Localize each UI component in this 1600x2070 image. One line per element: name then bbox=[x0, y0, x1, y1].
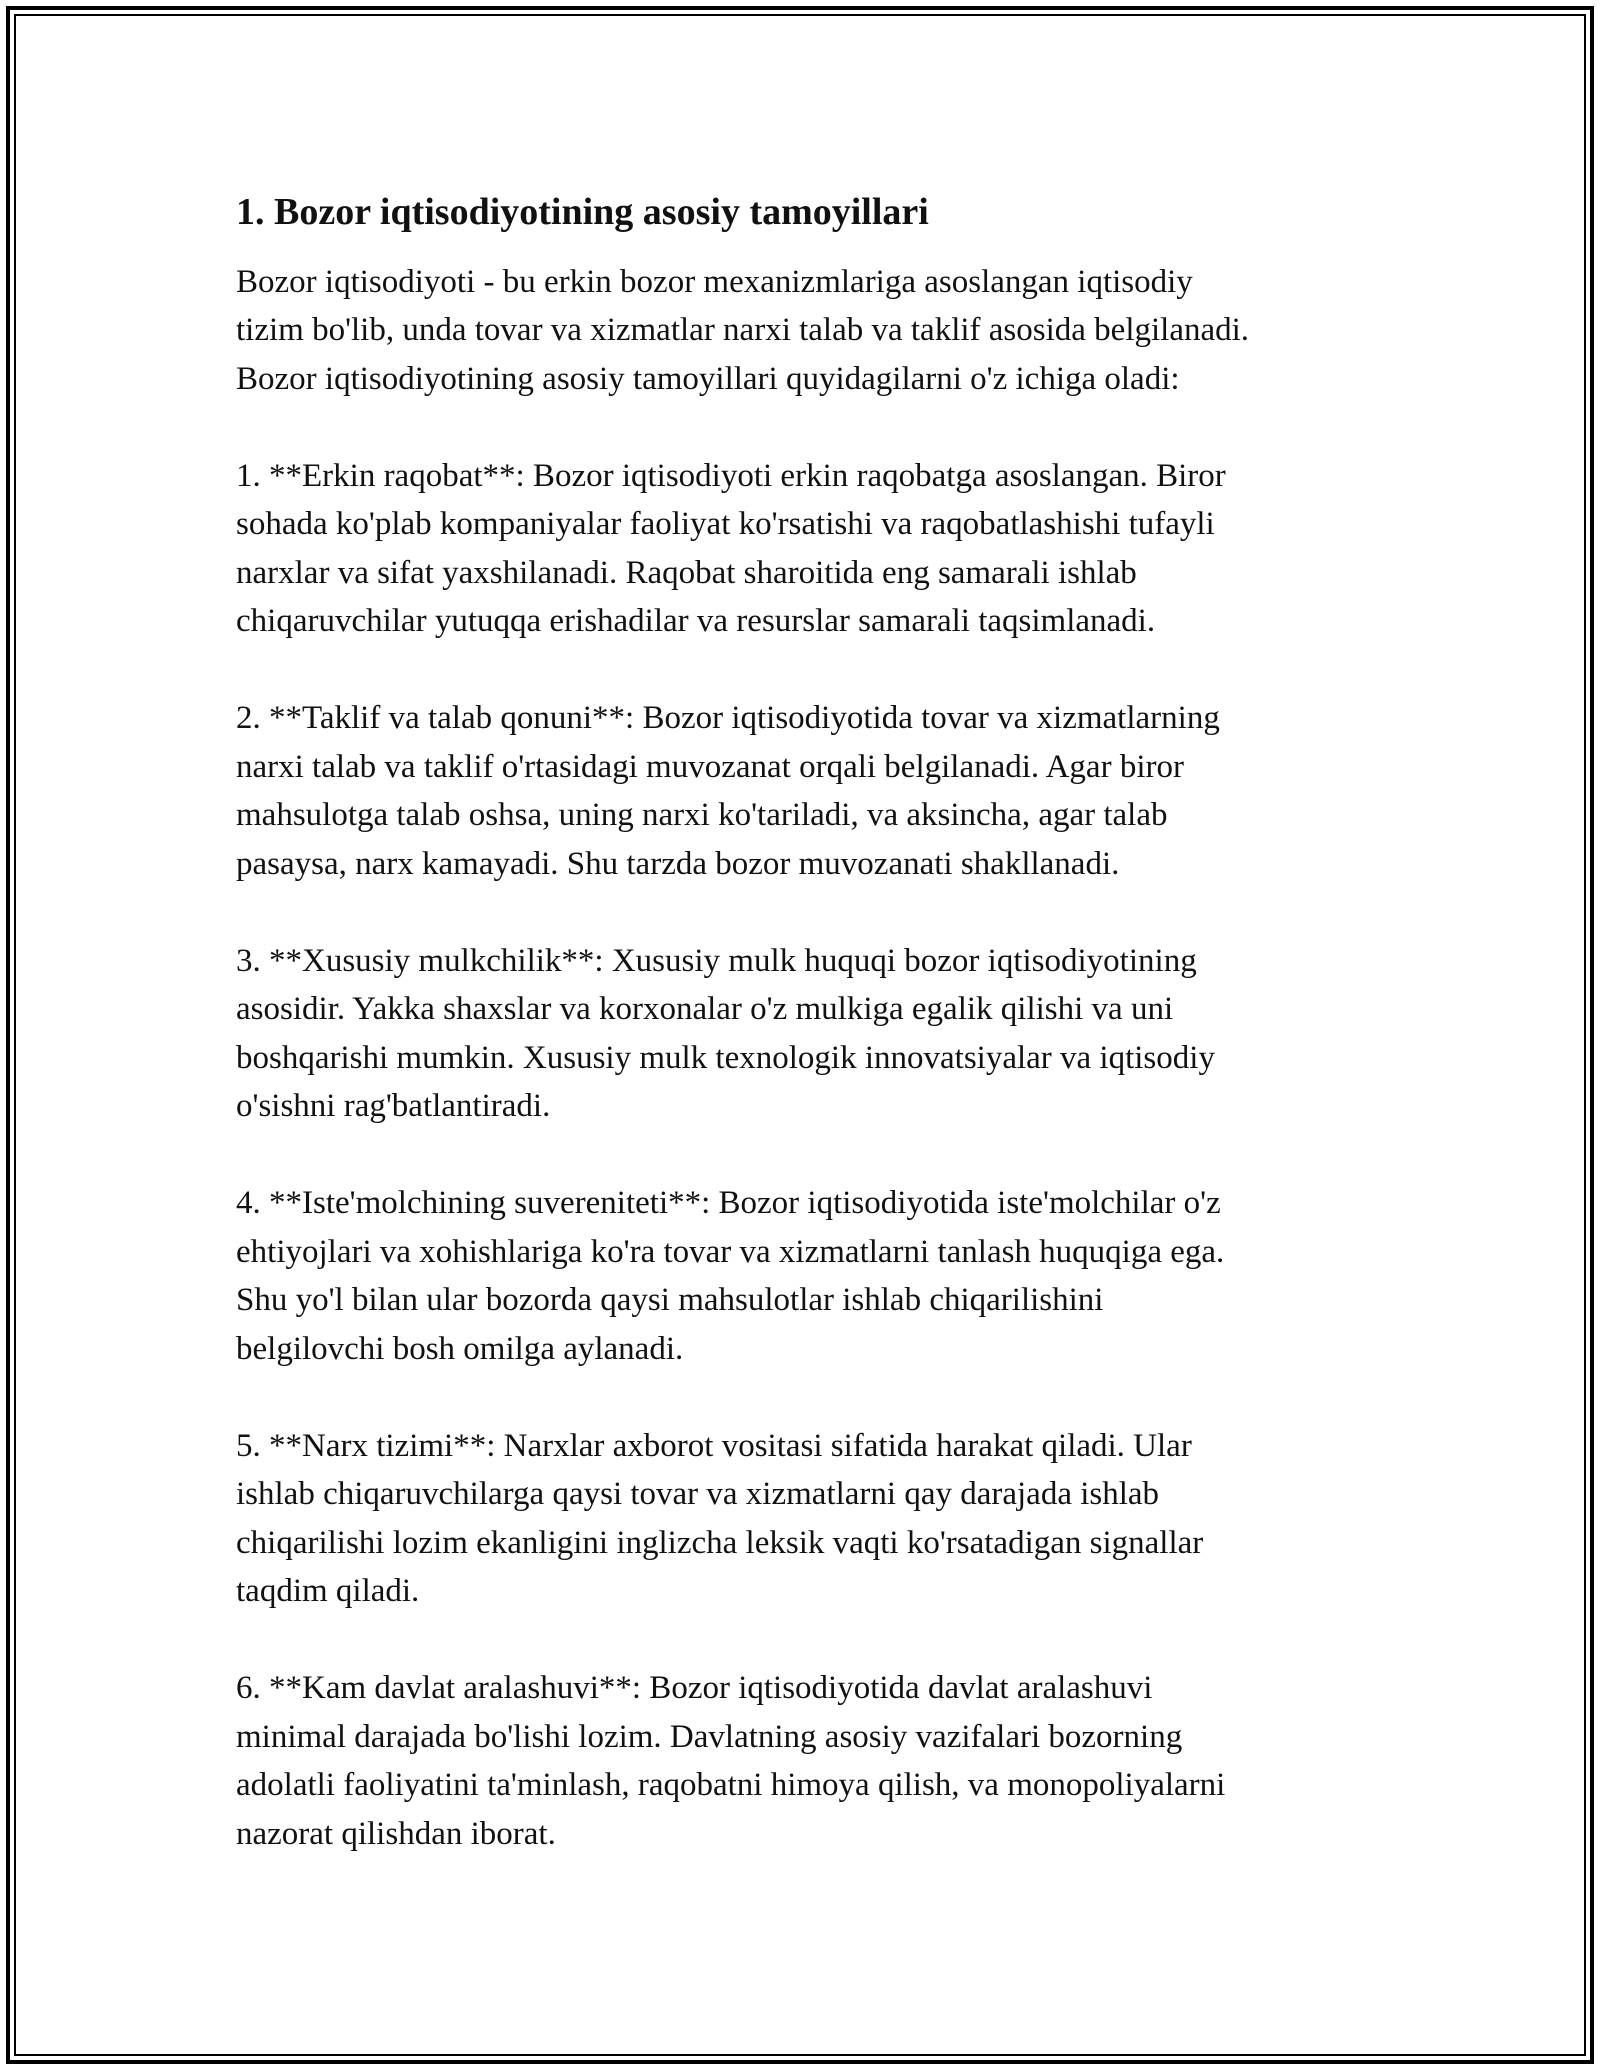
principle-item-1: 1. **Erkin raqobat**: Bozor iqtisodiyoti erkin raqobatga asoslangan. Biror sohada ko'plab kompaniyalar faoliyat ko'rsatishi va raqobatlashishi tufayli narxlar va sifat yaxshilanadi. Raqobat sharoitida eng samarali ishlab chiqaruvchilar yutuqqa erishadilar va resurslar samarali taqsimlanadi. bbox=[236, 457, 1226, 640]
principle-item-5: 5. **Narx tizimi**: Narxlar axborot vositasi sifatida harakat qiladi. Ular ishlab chiqaruvchilarga qaysi tovar va xizmatlarni qay darajada ishlab chiqarilishi lozim ekanligini inglizcha leksik vaqti ko'rsatadigan signallar taqdim qiladi. bbox=[236, 1427, 1204, 1610]
principle-item-4: 4. **Iste'molchining suvereniteti**: Bozor iqtisodiyotida iste'molchilar o'z ehtiyojlari va xohishlariga ko'ra tovar va xizmatlarni tanlash huquqiga ega. Shu yo'l bilan ular bozorda qaysi mahsulotlar ishlab chiqarilishini belgilovchi bosh omilga aylanadi. bbox=[236, 1185, 1225, 1367]
principle-item-2: 2. **Taklif va talab qonuni**: Bozor iqtisodiyotida tovar va xizmatlarning narxi talab va taklif o'rtasidagi muvozanat orqali belgilanadi. Agar biror mahsulotga talab oshsa, uning narxi ko'tariladi, va aksincha, agar talab pasaysa, narx kamayadi. Shu tarzda bozor muvozanati shakllanadi. bbox=[236, 700, 1220, 882]
document-body bbox=[236, 180, 1386, 1907]
intro-paragraph: Bozor iqtisodiyoti - bu erkin bozor mexanizmlariga asoslangan iqtisodiy tizim bo'lib, unda tovar va xizmatlar narxi talab va taklif asosida belgilanadi. Bozor iqtisodiyotining asosiy tamoyillari quyidagilarni o'z ichiga oladi: bbox=[236, 263, 1250, 397]
section-heading: 1. Bozor iqtisodiyotining asosiy tamoyillari bbox=[236, 191, 929, 233]
principle-item-3: 3. **Xususiy mulkchilik**: Xususiy mulk huquqi bozor iqtisodiyotining asosidir. Yakka shaxslar va korxonalar o'z mulkiga egalik qilishi va uni boshqarishi mumkin. Xususiy mulk texnologik innovatsiyalar va iqtisodiy o'sishni rag'batlantiradi. bbox=[236, 942, 1215, 1125]
principle-item-6: 6. **Kam davlat aralashuvi**: Bozor iqtisodiyotida davlat aralashuvi minimal darajada bo'lishi lozim. Davlatning asosiy vazifalari bozorning adolatli faoliyatini ta'minlash, raqobatni himoya qilish, va monopoliyalarni nazorat qilishdan iborat. bbox=[236, 1670, 1226, 1852]
